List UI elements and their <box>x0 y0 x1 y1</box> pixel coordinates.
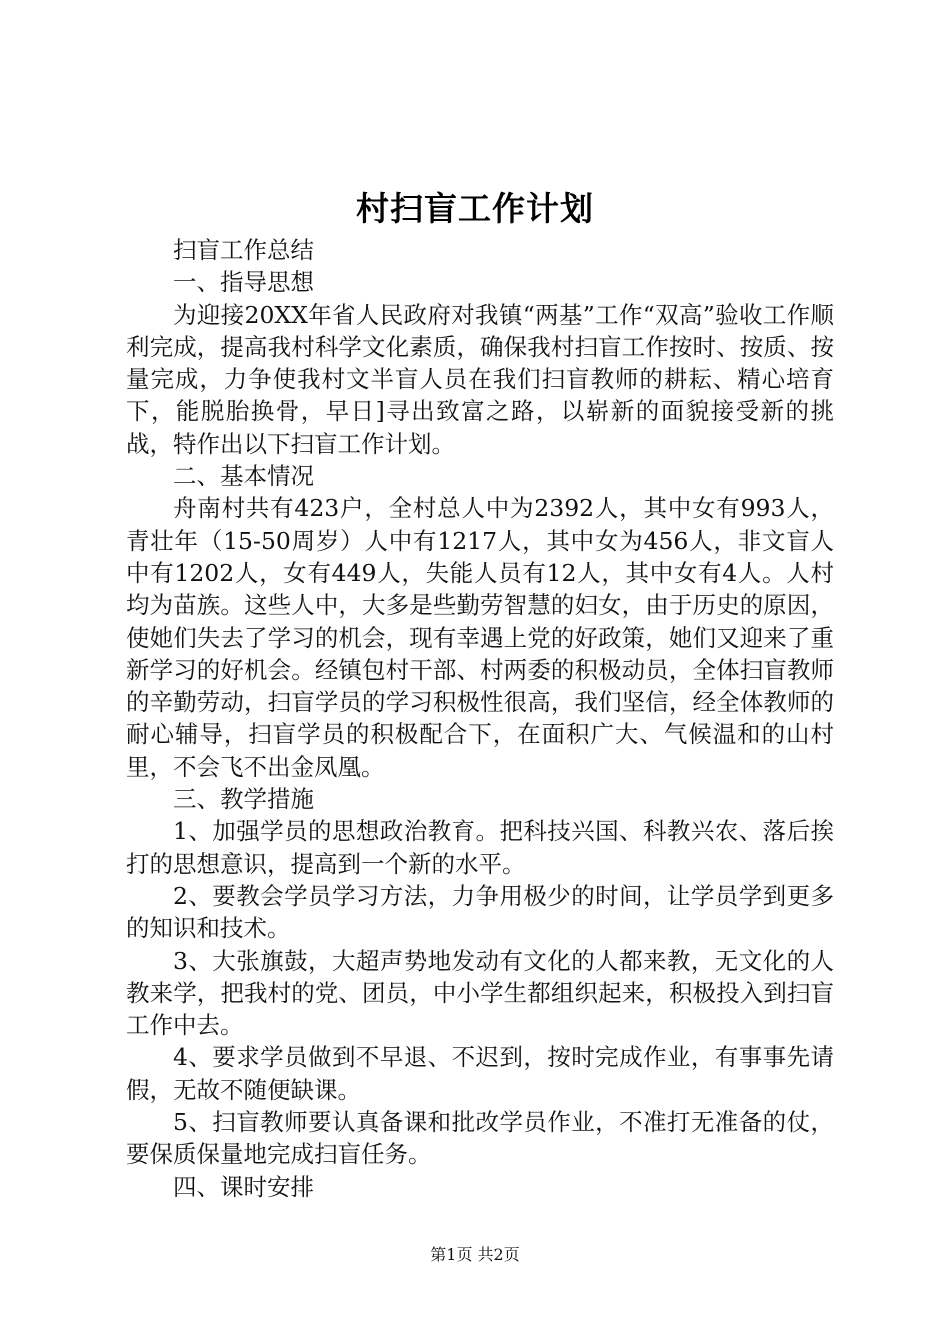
measure-item-4: 4、要求学员做到不早退、不迟到，按时完成作业，有事事先请假，无故不随便缺课。 <box>126 1043 834 1104</box>
section-heading-guiding-thought: 一、指导思想 <box>173 268 314 297</box>
section-heading-basic-situation: 二、基本情况 <box>173 462 314 491</box>
document-body <box>126 234 834 1203</box>
document-title: 村扫盲工作计划 <box>356 189 594 228</box>
paragraph-basic-situation: 舟南村共有423户，全村总人中为2392人，其中女有993人，青壮年（15-50周岁）人中有1217人，其中女为456人，非文盲人中有1202人，女有449人，失能人员有12人，其中女有4人。人村均为苗族。这些人中，大多是些勤劳智慧的妇女，由于历史的原因，使她们失去了学习的机会，现有幸遇上党的好政策，她们又迎来了重新学习的好机会。经镇包村干部、村两委的积极动员，全体扫盲教师的辛勤劳动，扫盲学员的学习积极性很高，我们坚信，经全体教师的耐心辅导，扫盲学员的积极配合下，在面积广大、气候温和的山村里，不会飞不出金凤凰。 <box>126 494 834 781</box>
measure-item-1: 1、加强学员的思想政治教育。把科技兴国、科教兴农、落后挨打的思想意识，提高到一个新的水平。 <box>126 817 834 878</box>
section-heading-teaching-measures: 三、教学措施 <box>173 785 314 814</box>
measure-item-2: 2、要教会学员学习方法，力争用极少的时间，让学员学到更多的知识和技术。 <box>126 881 834 943</box>
paragraph-summary-heading: 扫盲工作总结 <box>173 236 314 264</box>
measure-item-3: 3、大张旗鼓，大超声势地发动有文化的人都来教，无文化的人教来学，把我村的党、团员，中小学生都组织起来，积极投入到扫盲工作中去。 <box>126 946 834 1040</box>
page-footer: 第1页 共2页 <box>430 1245 520 1264</box>
section-heading-class-schedule: 四、课时安排 <box>173 1172 314 1201</box>
measure-item-5: 5、扫盲教师要认真备课和批改学员作业，不准打无准备的仗，要保质保量地完成扫盲任务。 <box>126 1108 834 1169</box>
paragraph-guiding-thought: 为迎接20XX年省人民政府对我镇“两基”工作“双高”验收工作顺利完成，提高我村科学文化素质，确保我村扫盲工作按时、按质、按量完成，力争使我村文半盲人员在我们扫盲教师的耕耘、精心培育下，能脱胎换骨，早日]寻出致富之路，以崭新的面貌接受新的挑战，特作出以下扫盲工作计划。 <box>126 300 834 458</box>
